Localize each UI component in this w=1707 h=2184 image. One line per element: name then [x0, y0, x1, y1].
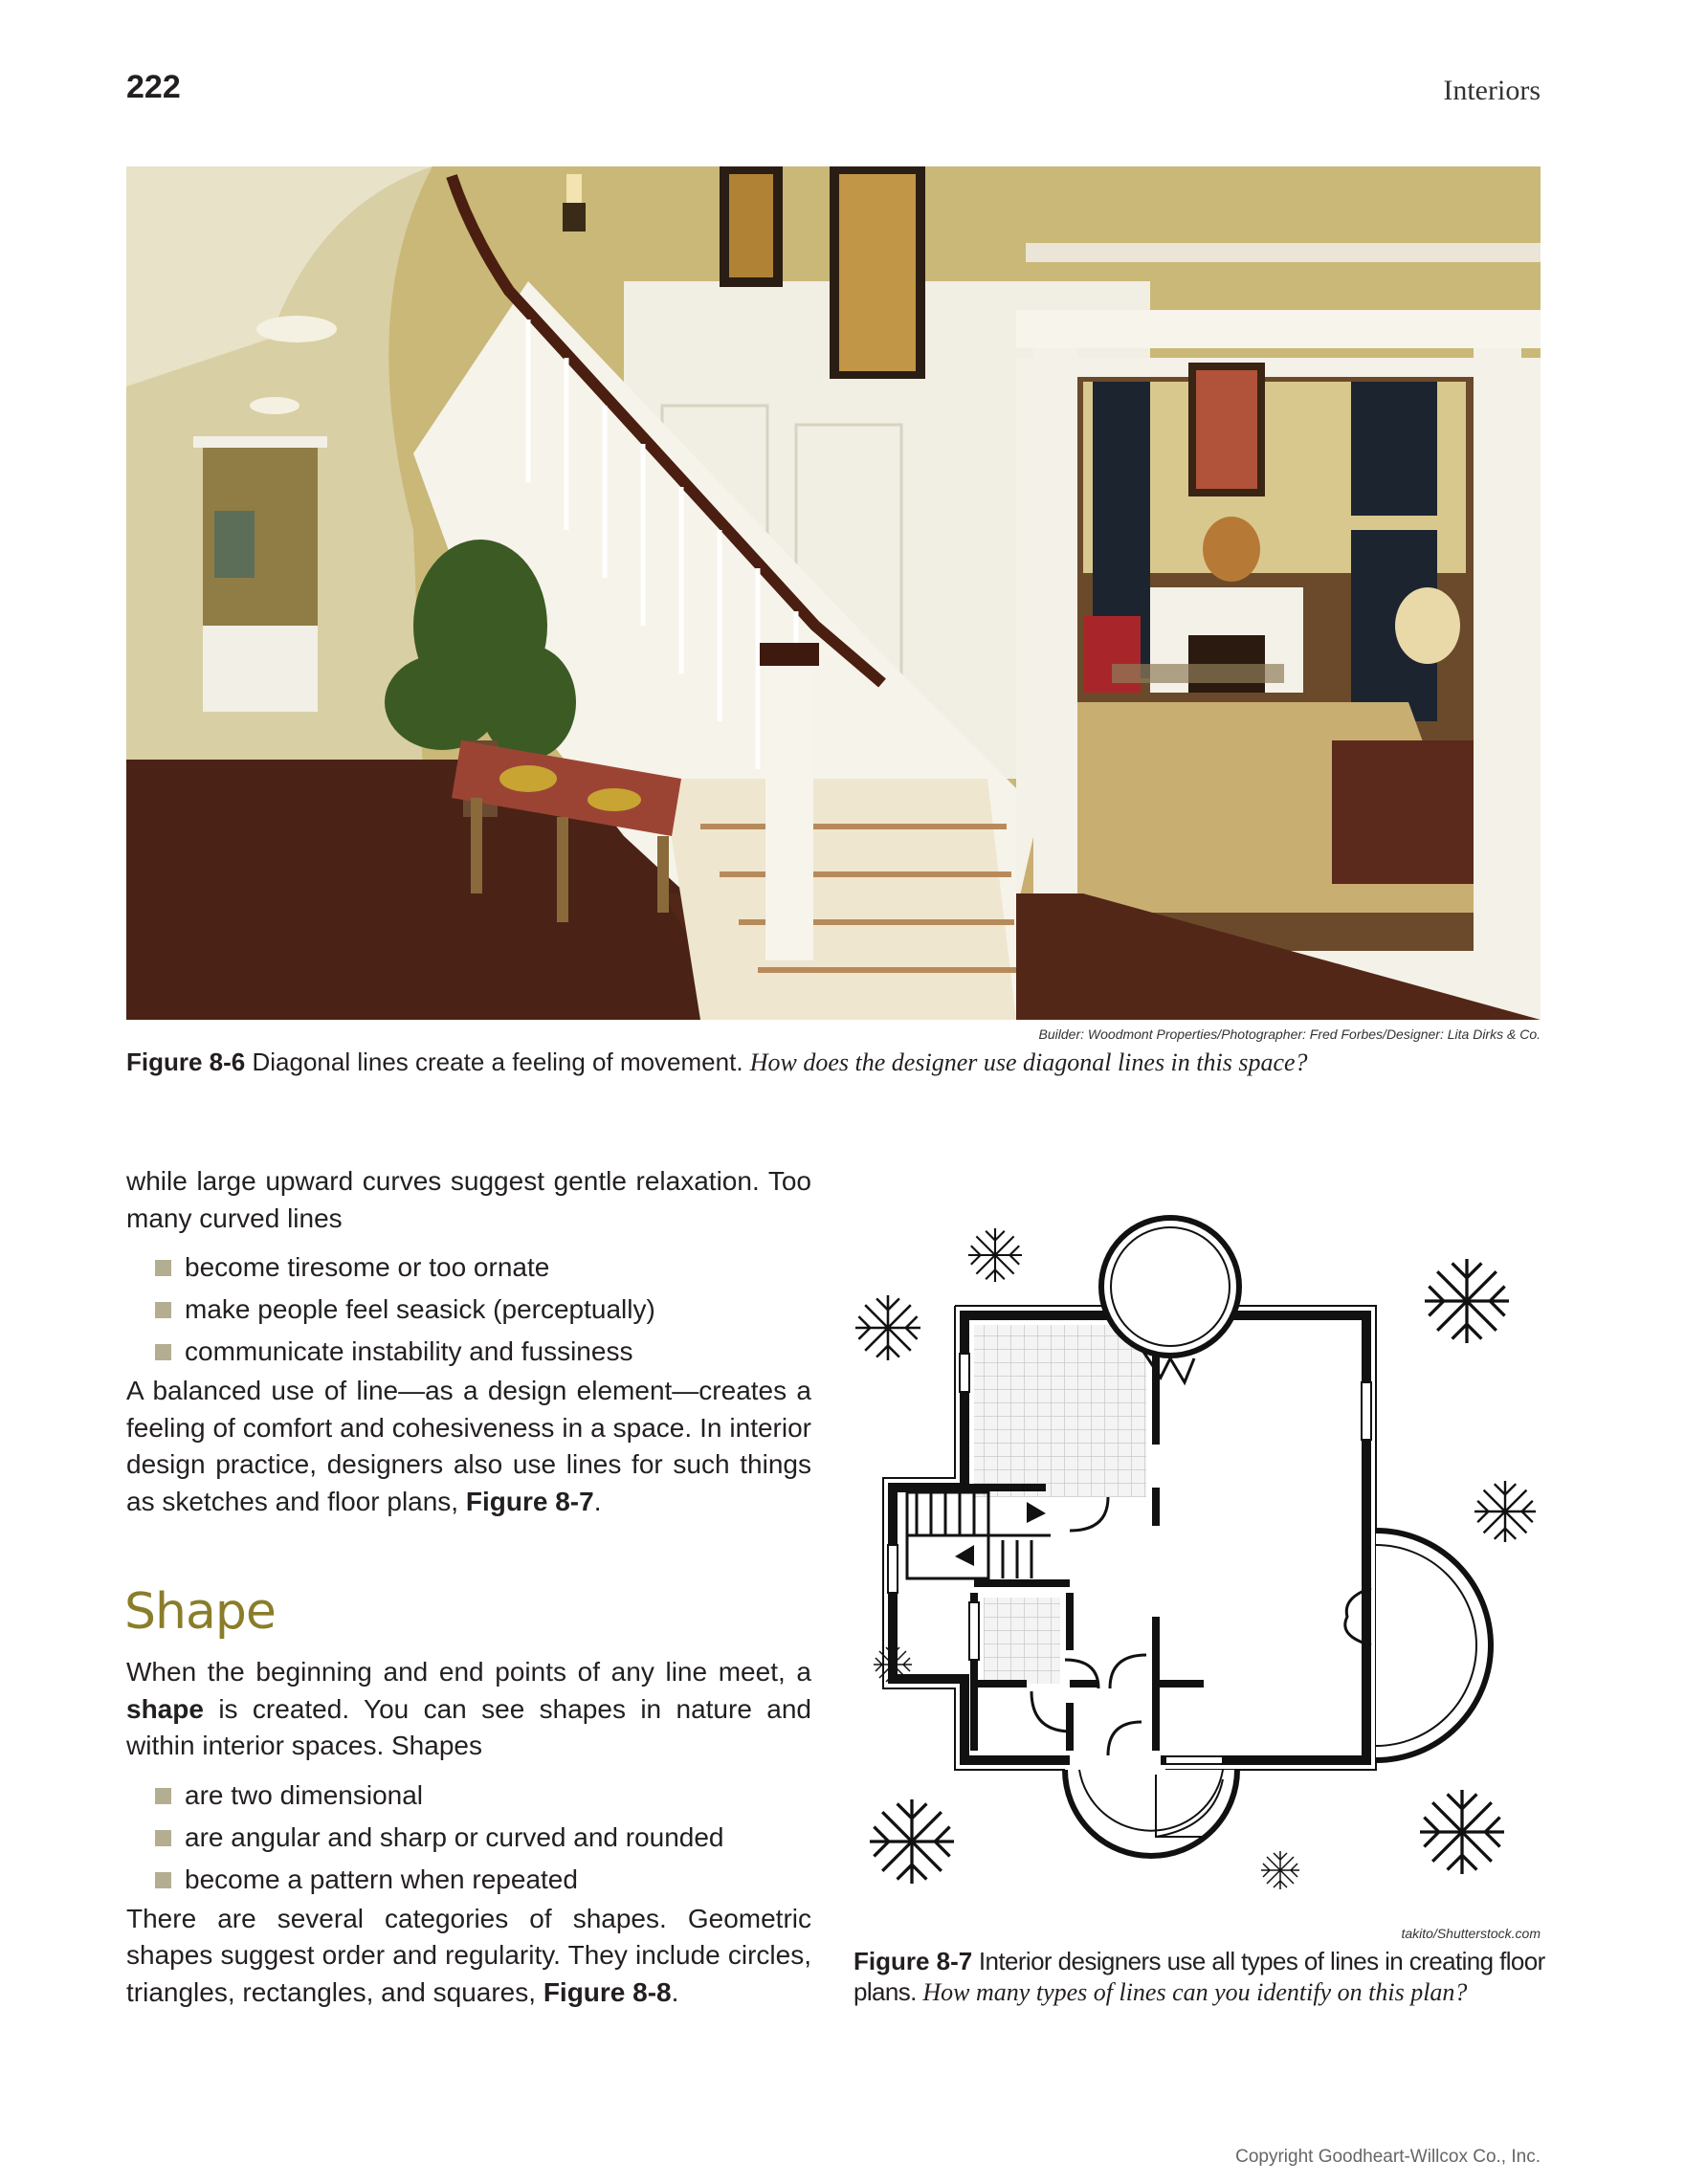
bullet-square-icon — [155, 1830, 171, 1846]
bullet-square-icon — [155, 1260, 171, 1276]
paragraph-text: There are several categories of shapes. Geometric shapes suggest order and regularity. They include circles, triangles, rectangles, and squares, — [126, 1903, 811, 2007]
figure-8-6-text: Diagonal lines create a feeling of movement. — [245, 1048, 750, 1076]
figure-8-6-label: Figure 8-6 — [126, 1048, 246, 1076]
figure-8-6-credit: Builder: Woodmont Properties/Photographer: Fred Forbes/Designer: Lita Dirks & Co. — [1038, 1026, 1541, 1042]
paragraph-shape-definition — [126, 1654, 811, 1765]
bullet-square-icon — [155, 1788, 171, 1804]
figure-8-7-credit: takito/Shutterstock.com — [1401, 1926, 1541, 1941]
figure-8-6-question: How does the designer use diagonal lines in this space? — [749, 1048, 1308, 1076]
copyright-footer: Copyright Goodheart-Willcox Co., Inc. — [1235, 2147, 1541, 2167]
bullet-item — [126, 1331, 811, 1373]
bullet-square-icon — [155, 1302, 171, 1318]
paragraph-end: . — [593, 1486, 602, 1516]
section-heading-shape: Shape — [124, 1583, 276, 1641]
bullet-text: make people feel seasick (perceptually) — [185, 1294, 655, 1324]
bullet-square-icon — [155, 1872, 171, 1888]
bullet-list-shapes — [126, 1775, 811, 1901]
bullet-text: become tiresome or too ornate — [185, 1252, 550, 1282]
paragraph-text: is created. You can see shapes in nature and within interior spaces. Shapes — [126, 1693, 811, 1760]
figure-8-7-question: How many types of lines can you identify on this plan? — [922, 1978, 1468, 2006]
figure-8-7-label: Figure 8-7 — [854, 1947, 973, 1975]
figure-8-7-text: Interior designers use all types of lines in creating floor plans. — [854, 1947, 1545, 2006]
paragraph-text: A balanced use of line—as a design element—creates a feeling of comfort and cohesiveness in a space. In interior design practice, designers also use lines for such things as sketches and floor plans, — [126, 1376, 811, 1516]
paragraph-shape-categories — [126, 1901, 811, 2012]
bullet-list-curved-lines — [126, 1246, 811, 1373]
key-term: shape — [126, 1693, 204, 1724]
figure-8-6-caption — [126, 1047, 1542, 1078]
running-head: Interiors — [1443, 75, 1541, 106]
figure-8-7-caption — [854, 1946, 1552, 2008]
bullet-item — [126, 1859, 811, 1901]
bullet-square-icon — [155, 1344, 171, 1360]
paragraph-curved-lines: while large upward curves suggest gentle relaxation. Too many curved lines — [126, 1166, 811, 1233]
page-number: 222 — [126, 69, 181, 105]
bullet-item — [126, 1246, 811, 1289]
bullet-text: are angular and sharp or curved and rounded — [185, 1821, 724, 1852]
figure-reference: Figure 8-7 — [465, 1486, 594, 1516]
body-block-shape — [126, 1654, 811, 2011]
bullet-item — [126, 1289, 811, 1331]
paragraph-end: . — [671, 1976, 679, 2007]
bullet-item — [126, 1817, 811, 1859]
figure-reference: Figure 8-8 — [543, 1976, 672, 2007]
body-block-curves — [126, 1163, 811, 1520]
bullet-item — [126, 1775, 811, 1817]
paragraph-balanced-line — [126, 1373, 811, 1520]
bullet-text: are two dimensional — [185, 1779, 424, 1810]
figure-8-6-photo — [126, 166, 1541, 1020]
bullet-text: communicate instability and fussiness — [185, 1336, 633, 1366]
paragraph-text: When the beginning and end points of any line meet, a — [126, 1657, 811, 1687]
bullet-text: become a pattern when repeated — [185, 1864, 578, 1894]
figure-8-7-floor-plan — [850, 1215, 1548, 1923]
